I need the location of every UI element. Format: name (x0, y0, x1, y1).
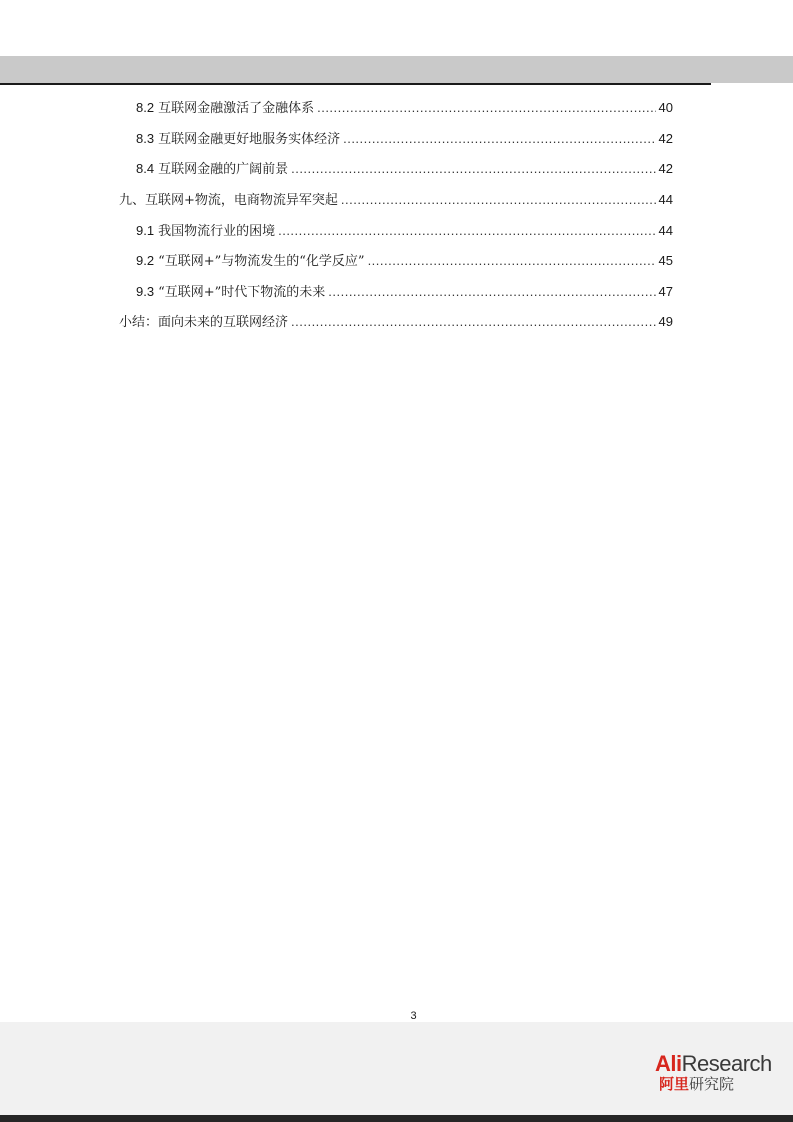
toc-entry[interactable] (136, 98, 673, 118)
aliresearch-logo (655, 1052, 793, 1098)
toc-entry-title: “互联网+”与物流发生的“化学反应” (158, 254, 365, 269)
footer-bar (0, 1115, 793, 1122)
toc-entry-title: 九、互联网+物流，电商物流异军突起 (119, 193, 338, 208)
toc-leader-dots (341, 190, 656, 210)
toc-entry-title: 互联网金融激活了金融体系 (158, 101, 315, 116)
logo-wordmark (655, 1052, 772, 1076)
toc-entry-title: 我国物流行业的困境 (158, 224, 276, 239)
toc-leader-dots (328, 282, 655, 302)
toc-entry-page: 42 (658, 161, 673, 176)
toc-leader-dots (343, 129, 655, 149)
toc-entry-title: 互联网金融的广阔前景 (158, 162, 289, 177)
toc-entry-page: 49 (658, 314, 673, 329)
header-rule (0, 83, 711, 85)
toc-entry-title: “互联网+”时代下物流的未来 (158, 285, 326, 300)
logo-research-text: Research (681, 1051, 772, 1076)
toc-entry-number: 8.3 (136, 131, 155, 146)
toc-entry-number: 8.4 (136, 161, 155, 176)
header-band (0, 56, 793, 83)
toc-entry-page: 40 (658, 100, 673, 115)
toc-entry-number: 8.2 (136, 100, 155, 115)
toc-entry-title: 小结：面向未来的互联网经济 (119, 315, 289, 330)
toc-entry-number: 9.2 (136, 253, 155, 268)
logo-chinese-name (659, 1075, 734, 1093)
toc-entry[interactable] (136, 251, 673, 271)
logo-cn-gray-text: 研究院 (689, 1075, 735, 1093)
logo-cn-red-text: 阿里 (659, 1075, 690, 1093)
page-number: 3 (410, 1010, 417, 1022)
toc-leader-dots (368, 251, 656, 271)
toc-entry[interactable] (136, 221, 673, 241)
logo-ali-text: Ali (655, 1051, 682, 1076)
toc-leader-dots (291, 159, 655, 179)
toc-entry-page: 45 (658, 253, 673, 268)
toc-entry[interactable] (136, 282, 673, 302)
toc-entry-number: 9.3 (136, 284, 155, 299)
toc-entry[interactable] (119, 312, 673, 332)
toc-entry-number: 9.1 (136, 223, 155, 238)
toc-leader-dots (278, 221, 655, 241)
toc-leader-dots (291, 312, 656, 332)
toc-leader-dots (317, 98, 655, 118)
toc-entry-page: 47 (658, 284, 673, 299)
toc-entry-page: 44 (658, 192, 673, 207)
toc-entry[interactable] (136, 159, 673, 179)
toc-entry-page: 44 (658, 223, 673, 238)
toc-entry-page: 42 (658, 131, 673, 146)
toc-entry[interactable] (136, 129, 673, 149)
toc-entry[interactable] (119, 190, 673, 210)
toc-entry-title: 互联网金融更好地服务实体经济 (158, 132, 341, 147)
